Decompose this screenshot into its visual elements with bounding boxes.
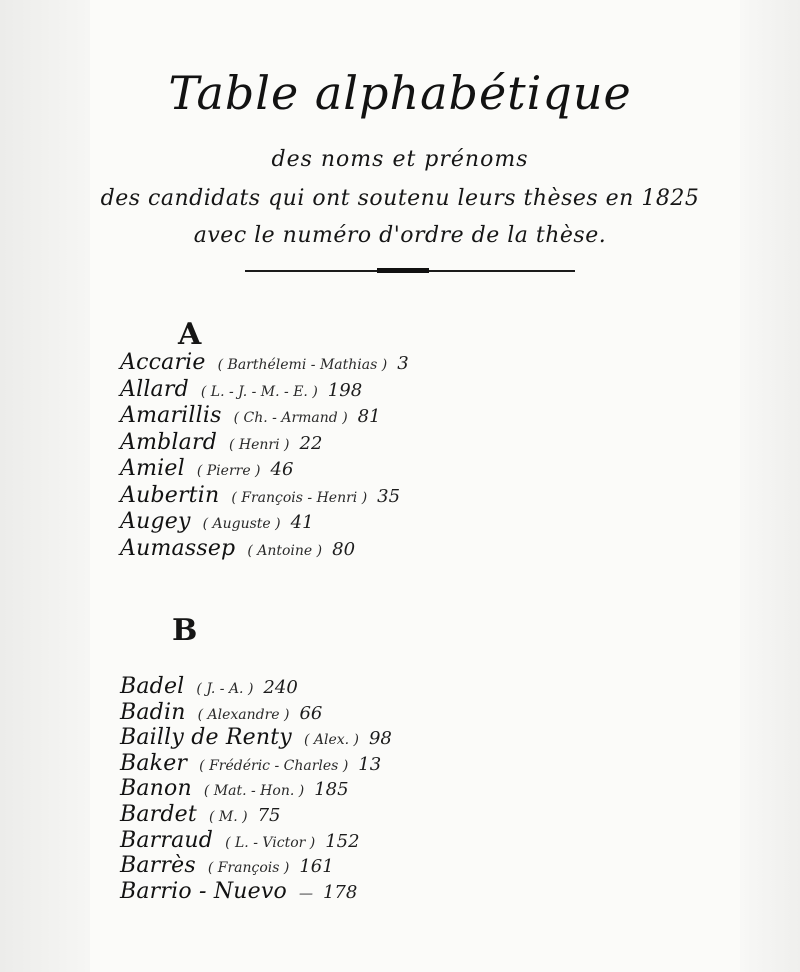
entry-surname: Aubertin [120, 482, 220, 508]
page-title: Table alphabétique [168, 66, 632, 120]
list-item [120, 674, 680, 700]
entry-surname: Banon [120, 776, 192, 802]
entry-surname: Barrès [120, 853, 196, 879]
entry-given-names: ( Alexandre ) [197, 706, 290, 723]
list-item [120, 509, 680, 536]
entry-list-b [120, 674, 680, 904]
list-item [120, 828, 680, 854]
entry-list-a [120, 350, 680, 562]
list-item [120, 853, 680, 879]
list-item [120, 725, 680, 751]
entry-given-names: ( M. ) [208, 808, 248, 825]
list-item [120, 536, 680, 563]
entry-surname: Accarie [120, 350, 206, 375]
list-item [120, 776, 680, 802]
page-right-margin [740, 0, 800, 972]
entry-thesis-number: 35 [377, 485, 401, 507]
entry-surname: Amblard [120, 429, 217, 455]
subtitle-line-3: avec le numéro d'ordre de la thèse. [193, 223, 607, 248]
list-item [120, 377, 680, 404]
entry-thesis-number: 80 [332, 538, 356, 560]
entry-thesis-number: 66 [299, 702, 323, 724]
entry-given-names: ( Frédéric - Charles ) [199, 757, 349, 774]
entry-given-names: ( Alex. ) [303, 732, 359, 749]
header-divider-mark [377, 268, 429, 273]
list-item [120, 403, 680, 430]
page-left-shadow [0, 0, 90, 972]
entry-thesis-number: 240 [263, 677, 298, 698]
entry-thesis-number: 152 [325, 830, 360, 852]
entry-surname: Barrio - Nuevo [120, 878, 287, 904]
entry-surname: Amarillis [120, 403, 222, 428]
entry-given-names: ( Auguste ) [202, 516, 281, 532]
section-letter-a: A [178, 317, 202, 352]
list-item [120, 456, 680, 483]
entry-surname: Bardet [120, 801, 197, 827]
entry-surname: Bailly de Renty [120, 725, 292, 751]
subtitle-line-1: des noms et prénoms [271, 147, 529, 172]
entry-given-names: ( L. - J. - M. - E. ) [200, 383, 318, 400]
entry-thesis-number: 46 [270, 459, 294, 480]
entry-surname: Amiel [120, 456, 185, 481]
entry-thesis-number: 3 [397, 353, 409, 374]
entry-given-names: ( Henri ) [228, 436, 290, 453]
entry-given-names: ( François - Henri ) [231, 489, 368, 506]
section-letter-b: B [172, 613, 198, 648]
entry-given-names: ( Mat. - Hon. ) [203, 783, 305, 800]
entry-thesis-number: 75 [257, 804, 281, 826]
entry-thesis-number: 98 [368, 728, 392, 750]
entry-surname: Augey [120, 509, 191, 534]
list-item [120, 483, 680, 510]
entry-surname: Baker [120, 750, 188, 776]
entry-surname: Aumassep [120, 535, 236, 561]
list-item [120, 751, 680, 777]
entry-given-names: ( Barthélemi - Mathias ) [217, 357, 388, 373]
list-item [120, 700, 680, 726]
entry-thesis-number: 198 [327, 379, 363, 401]
entry-surname: Allard [120, 376, 189, 402]
list-item [120, 350, 680, 377]
entry-thesis-number: 161 [299, 856, 334, 878]
entry-thesis-number: 41 [290, 512, 314, 533]
list-item [120, 802, 680, 828]
entry-given-names: — [298, 885, 313, 902]
entry-given-names: ( François ) [207, 860, 290, 877]
entry-given-names: ( Antoine ) [247, 542, 323, 559]
entry-thesis-number: 178 [322, 881, 358, 903]
list-item [120, 430, 680, 457]
entry-given-names: ( J. - A. ) [196, 681, 254, 697]
list-item [120, 879, 680, 905]
entry-thesis-number: 185 [314, 779, 349, 801]
entry-surname: Badin [120, 699, 186, 725]
entry-given-names: ( Ch. - Armand ) [233, 410, 348, 426]
entry-given-names: ( L. - Victor ) [225, 834, 316, 851]
entry-surname: Badel [120, 674, 185, 699]
subtitle-line-2: des candidats qui ont soutenu leurs thèses en 1825 [100, 186, 700, 211]
entry-surname: Barraud [120, 827, 214, 853]
entry-thesis-number: 22 [299, 432, 323, 454]
entry-given-names: ( Pierre ) [196, 463, 261, 479]
entry-thesis-number: 13 [358, 753, 382, 775]
entry-thesis-number: 81 [357, 406, 381, 427]
